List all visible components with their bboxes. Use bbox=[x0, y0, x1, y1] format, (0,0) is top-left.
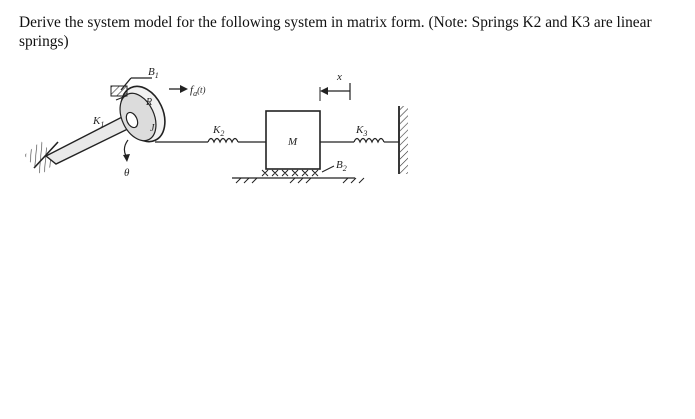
x-label: x bbox=[337, 71, 342, 83]
fa-label: $f_a^{(t)}$ bbox=[190, 84, 206, 98]
spring-k2 bbox=[208, 139, 266, 143]
b2-label: $B_2$ bbox=[336, 159, 347, 173]
j-label: J bbox=[150, 123, 155, 134]
m-label: M bbox=[288, 136, 298, 148]
b1-label: $B_1$ bbox=[148, 66, 159, 80]
right-wall-ground bbox=[399, 106, 408, 174]
displacement-x-arrow bbox=[320, 83, 350, 101]
k1-label: $K_1$ bbox=[93, 115, 105, 129]
theta-label: θ bbox=[124, 167, 130, 179]
r-label: R bbox=[146, 97, 153, 108]
force-arrow-fa bbox=[169, 85, 188, 93]
k2-label: $K_2$ bbox=[213, 124, 225, 138]
question-text: Derive the system model for the following system in matrix form. (Note: Springs K2 and K3 are linear springs) bbox=[19, 14, 652, 50]
k3-label: $K_3$ bbox=[356, 124, 368, 138]
theta-rotation-arrow bbox=[123, 140, 130, 162]
